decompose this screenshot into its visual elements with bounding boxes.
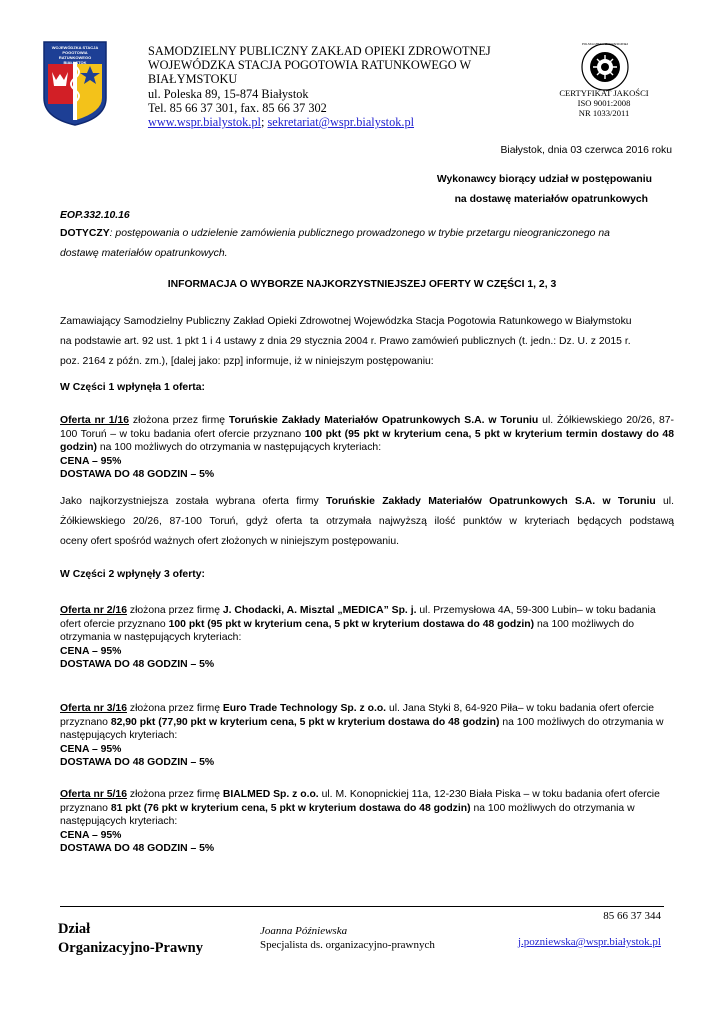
- choice-text: Jako najkorzystniejsza została wybrana oferta firmy: [60, 496, 327, 507]
- part2-heading: W Części 2 wpłynęły 3 oferty:: [60, 569, 205, 580]
- offer-score: 82,90 pkt (77,90 pkt w kryterium cena, 5 pkt w kryterium dostawa do 48 godzin): [110, 716, 500, 728]
- criterion-delivery: DOSTAWA DO 48 GODZIN – 5%: [60, 843, 215, 854]
- criterion-delivery: DOSTAWA DO 48 GODZIN – 5%: [60, 469, 215, 480]
- link-separator: ;: [260, 115, 265, 130]
- certificate-seal: [576, 42, 634, 92]
- footer-department: [58, 920, 203, 958]
- offer-company: J. Chodacki, A. Misztal „MEDICA” Sp. j.: [222, 605, 417, 616]
- department-line1: Dział: [58, 921, 91, 937]
- offer-text: ul. Jana Styki 8, 64-920 Piła– w toku badania ofert ofercie przyznano: [60, 703, 655, 728]
- offer-score: 100 pkt (95 pkt w kryterium cena, 5 pkt w kryterium dostawa do 48 godzin): [168, 618, 535, 630]
- part2-offer: [60, 604, 660, 672]
- quality-seal-icon: [576, 42, 634, 92]
- place-date: Białystok, dnia 03 czerwca 2016 roku: [500, 145, 672, 156]
- subject: [60, 224, 670, 264]
- certificate-info: [548, 88, 660, 119]
- recipient-line2: na dostawę materiałów opatrunkowych: [454, 194, 648, 205]
- person-name: Joanna Późniewska: [260, 925, 348, 937]
- intro-paragraph: [60, 312, 675, 372]
- part1-offer: [60, 414, 674, 482]
- department-line2: Organizacyjno-Prawny: [58, 940, 203, 956]
- cert-iso: ISO 9001:2008: [577, 98, 631, 109]
- offer-label: Oferta nr 3/16: [60, 703, 127, 714]
- offer-text: na 100 możliwych do otrzymania w następujących kryteriach:: [60, 618, 635, 643]
- part2-offer: [60, 702, 672, 770]
- offer-text: złożona przez firmę: [127, 605, 223, 616]
- offer-company: Toruńskie Zakłady Materiałów Opatrunkowych S.A. w Toruniu: [228, 415, 539, 426]
- offer-label: Oferta nr 1/16: [60, 415, 130, 426]
- part1-choice: [60, 492, 674, 552]
- org-name-line3: BIAŁYMSTOKU: [148, 72, 238, 87]
- offer-label: Oferta nr 2/16: [60, 605, 127, 616]
- offer-text: na 100 możliwych do otrzymania w następujących kryteriach:: [60, 716, 664, 741]
- offer-score: 100 pkt (95 pkt w kryterium cena, 5 pkt w kryterium termin dostawy do 48 godzin): [60, 428, 674, 453]
- criterion-price: CENA – 95%: [60, 829, 122, 841]
- choice-text: ul.: [655, 496, 674, 507]
- footer-person: [260, 924, 435, 952]
- footer-phone: 85 66 37 344: [603, 910, 661, 922]
- subject-label: DOTYCZY: [60, 228, 110, 239]
- criterion-delivery: DOSTAWA DO 48 GODZIN – 5%: [60, 757, 215, 768]
- choice-company: Toruńskie Zakłady Materiałów Opatrunkowych S.A. w Toruniu: [326, 496, 656, 507]
- choice-line3: oceny ofert spośród ważnych ofert złożonych w niniejszym postępowaniu.: [60, 536, 400, 547]
- offer-text: złożona przez firmę: [129, 415, 229, 426]
- document-title: INFORMACJA O WYBORZE NAJKORZYSTNIEJSZEJ OFERTY W CZĘŚCI 1, 2, 3: [167, 279, 557, 290]
- criterion-delivery: DOSTAWA DO 48 GODZIN – 5%: [60, 659, 215, 670]
- person-role: Specjalista ds. organizacyjno-prawnych: [260, 939, 435, 951]
- intro-line1: Zamawiający Samodzielny Publiczny Zakład Opieki Zdrowotnej Wojewódzka Stacja Pogotowia Ratunkowego w Białymstoku: [60, 316, 632, 327]
- org-name-line2: WOJEWÓDZKA STACJA POGOTOWIA RATUNKOWEGO W: [148, 58, 472, 73]
- offer-text: złożona przez firmę: [127, 789, 223, 800]
- offer-text: ul. Żółkiewskiego 20/26, 87-100 Toruń – w toku badania ofert ofercie przyznano: [60, 415, 674, 440]
- email-link[interactable]: sekretariat@wspr.bialystok.pl: [267, 115, 415, 130]
- part2-offer: [60, 788, 670, 856]
- logo: [42, 40, 108, 126]
- reference-number: EOP.332.10.16: [60, 210, 130, 221]
- offer-company: Euro Trade Technology Sp. z o.o.: [222, 703, 387, 714]
- org-links: [148, 115, 528, 129]
- offer-text: na 100 możliwych do otrzymania w następujących kryteriach:: [96, 442, 382, 453]
- cert-title: CERTYFIKAT JAKOŚCI: [559, 88, 649, 98]
- offer-text: ul. Przemysłowa 4A, 59-300 Lubin– w toku badania ofert ofercie przyznano: [60, 605, 656, 630]
- offer-text: ul. M. Konopnickiej 11a, 12-230 Biała Piska – w toku badania ofert ofercie przyznano: [60, 789, 660, 814]
- criterion-price: CENA – 95%: [60, 645, 122, 657]
- offer-company: BIALMED Sp. z o.o.: [222, 789, 319, 800]
- cert-nr: NR 1033/2011: [578, 108, 630, 119]
- org-header: [148, 44, 528, 129]
- website-link[interactable]: www.wspr.bialystok.pl: [148, 115, 261, 130]
- subject-line2: dostawę materiałów opatrunkowych.: [60, 248, 228, 259]
- org-phone: Tel. 85 66 37 301, fax. 85 66 37 302: [148, 100, 327, 115]
- subject-line1: : postępowania o udzielenie zamówienia publicznego prowadzonego w trybie przetargu nieograniczonego na: [109, 228, 610, 239]
- criterion-price: CENA – 95%: [60, 455, 122, 467]
- org-name-line1: SAMODZIELNY PUBLICZNY ZAKŁAD OPIEKI ZDROWOTNEJ: [148, 44, 491, 58]
- seal-text: POLSKA IZBA ... ZAGRANICZNEJ: [581, 42, 629, 46]
- recipient: [436, 170, 652, 210]
- intro-line2: na podstawie art. 92 ust. 1 pkt 1 i 4 ustawy z dnia 29 stycznia 2004 r. Prawo zamówień publicznych (t. jedn.: Dz. U. z 2015 r.: [60, 336, 631, 347]
- logo-text: WOJEWÓDZKA STACJA POGOTOWIA RATUNKOWEGO BIAŁYSTOK: [51, 45, 99, 65]
- part1-heading: W Części 1 wpłynęła 1 oferta:: [60, 382, 205, 393]
- org-address: ul. Poleska 89, 15-874 Białystok: [148, 86, 309, 101]
- criterion-price: CENA – 95%: [60, 743, 122, 755]
- footer-divider: [60, 906, 664, 907]
- offer-score: 81 pkt (76 pkt w kryterium cena, 5 pkt w kryterium dostawa do 48 godzin): [110, 802, 471, 814]
- recipient-line1: Wykonawcy biorący udział w postępowaniu: [436, 174, 652, 185]
- offer-label: Oferta nr 5/16: [60, 789, 127, 800]
- offer-text: złożona przez firmę: [127, 703, 223, 714]
- footer-email-link[interactable]: j.pozniewska@wspr.białystok.pl: [517, 936, 661, 948]
- offer-text: na 100 możliwych do otrzymania w następujących kryteriach:: [60, 802, 635, 827]
- intro-line3: poz. 2164 z późn. zm.), [dalej jako: pzp] informuje, iż w niniejszym postępowaniu:: [60, 356, 434, 367]
- choice-line2: Żółkiewskiego 20/26, 87-100 Toruń, gdyż oferta ta otrzymała najwyższą ilość punktów w kryteriach będących podstawą: [60, 516, 674, 527]
